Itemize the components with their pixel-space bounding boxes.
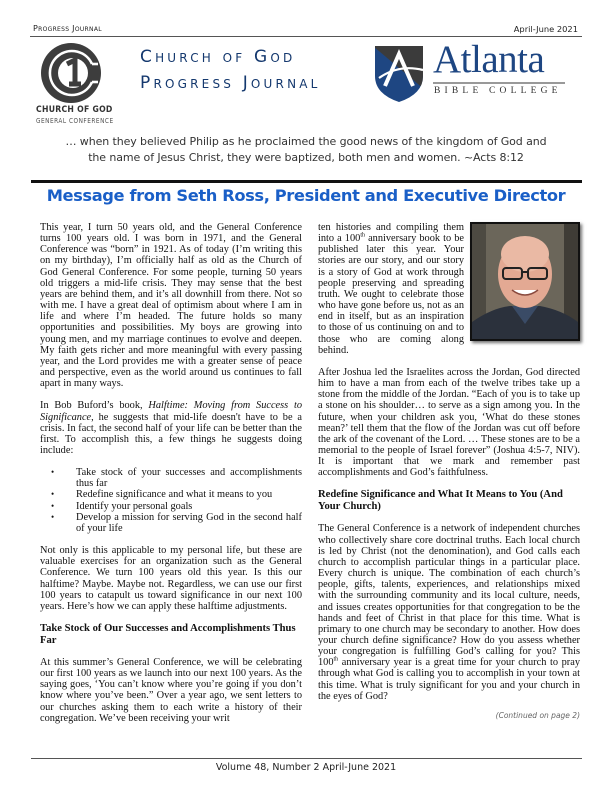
- masthead-title-line1: Church of God: [140, 47, 296, 67]
- suggestions-list: [40, 467, 302, 534]
- paragraph: At this summer’s General Conference, we will be celebrating our first 100 years as we launch into our next 100 years. As the saying goes, ‘You can’t know where you’re going if you don’t know where you’ve been.” Over a year ago, we sent letters to our churches asking them to each write a history of their congregation. We’ve been receiving your writ: [40, 657, 302, 724]
- footer-volume-info: Volume 48, Number 2 April-June 2021: [215, 762, 397, 773]
- section-divider: [31, 180, 582, 183]
- list-item: • Identify your personal goals: [76, 501, 302, 512]
- atlanta-shield-icon: [373, 42, 425, 104]
- paragraph: [318, 523, 580, 702]
- article-column-right: [318, 222, 580, 721]
- list-item: • Develop a mission for serving God in the second half of your life: [76, 512, 302, 534]
- text: anniversary year is a great time for your church to pray through what God is calling you to accomplish in your town at this time. What is truly significant for you and your church in the eyes of God?: [318, 657, 580, 702]
- article-column-left: [40, 222, 302, 735]
- coggc-logo: [36, 42, 114, 134]
- coggc-logo-subtitle: GENERAL CONFERENCE: [36, 117, 114, 125]
- atlanta-subtitle: BIBLE COLLEGE: [434, 86, 562, 96]
- section-heading: Take Stock of Our Successes and Accomplishments Thus Far: [40, 623, 296, 646]
- paragraph: This year, I turn 50 years old, and the General Conference turns 100 years old. I was born in 1971, and the General Conference was “born” in 1921. As of today (I’m writing this on my birthday), I’m officially half as old as the Church of God General Conference. For some people, turning 50 years old triggers a mid-life crisis. They may sense that the best years are behind them, and it’s all downhill from there. Not so with me. I have a great deal of optimism about where I am in life and where I’m headed. The future holds so many opportunities and possibilities. My boys are growing into young men, and my marriage continues to evolve and deepen. My faith gets richer and more meaningful with every passing year, and the Lord provides me with a greater sense of peace and perspective, even as the world around us continues to fall apart in many ways.: [40, 222, 302, 390]
- text: , he suggests that mid-life doesn't have to be a crisis. In fact, the second half of your life can be better than the first. To accomplish this, a few things he suggests doing include:: [40, 411, 302, 456]
- text: anniversary book to be published later this year. Your stories are our story, and our story is a story of God at work through people preserving and spreading truth. We ought to celebrate those who have gone before us, not as an end in itself, but as an inspiration to those of us continuing on and to those who are coming along behind.: [318, 233, 464, 356]
- paragraph: [40, 400, 302, 456]
- epigraph-verse: [30, 134, 582, 166]
- portrait-illustration: [472, 224, 578, 339]
- coggc-circle-one-icon: [40, 42, 102, 104]
- superscript: th: [333, 656, 339, 663]
- epigraph-line2: the name of Jesus Christ, they were baptized, both men and women. ~Acts 8:12: [88, 151, 524, 164]
- coggc-logo-name: CHURCH OF GOD: [36, 105, 113, 115]
- running-header-title: Progress Journal: [33, 24, 102, 33]
- paragraph: Not only is this applicable to my personal life, but these are valuable exercises for an organization such as the General Conference. We turn 100 years old this year. Is this our halftime? Maybe. Maybe not. Regardless, we can use our first 100 years to catapult us toward significance in our next 100 years. Here’s how we can apply these halftime adjustments.: [40, 545, 302, 612]
- text: ten histories and compiling them into a 100: [318, 222, 464, 245]
- paragraph: After Joshua led the Israelites across the Jordan, God directed him to have a man from each of the twelve tribes take up a stone from the middle of the Jordan. “Each of you is to take up a stone on his shoulder… to serve as a sign among you. In the future, when your children ask you, ‘What do these stones mean?’ tell them that the flow of the Jordan was cut off before the ark of the covenant of the Lord. … These stones are to be a memorial to the people of Israel forever” (Joshua 4:5-7, NIV). It is important that we mark and remember past accomplishments and God’s faithfulness.: [318, 366, 580, 479]
- masthead-title: [140, 44, 340, 96]
- logo-divider: [433, 82, 565, 84]
- list-item: • Take stock of your successes and accomplishments thus far: [76, 467, 302, 489]
- epigraph-line1: … when they believed Philip as he proclaimed the good news of the kingdom of God and: [65, 135, 547, 148]
- running-header-date: April-June 2021: [513, 24, 578, 34]
- atlanta-wordmark: Atlanta: [433, 38, 545, 81]
- masthead-title-line2: Progress Journal: [140, 73, 321, 93]
- text: The General Conference is a network of independent churches who collectively share core doctrinal truths. Each local church is led by Christ (not the denomination), and God calls each church to accomplish particular things in a particular place. Every church is unique. The combination of each church’s people, gifts, talents, experiences, and relationships mixed with the surrounding community and its local culture, needs, and issues creates opportunities for that congregation to be the hands and feet of Christ in that place for this time. What is primary to one church may be secondary to another. How does your church define significance? How do you assess whether your congregation is fulfilling God’s calling for you? This 100: [318, 523, 580, 669]
- book-title: Halftime: Moving from Success to Significance: [40, 400, 302, 423]
- list-item: • Redefine significance and what it means to you: [76, 489, 302, 500]
- section-heading: Redefine Significance and What It Means to You (And Your Church): [318, 489, 563, 513]
- atlanta-bible-college-logo: [371, 38, 571, 103]
- continued-on-link[interactable]: (Continued on page 2): [495, 710, 580, 720]
- author-portrait-photo: [470, 222, 580, 341]
- running-header: [30, 24, 582, 37]
- text: In Bob Buford’s book,: [40, 400, 149, 412]
- article-title: Message from Seth Ross, President and Executive Director: [46, 186, 566, 205]
- superscript: th: [360, 232, 365, 239]
- footer-divider: [31, 758, 582, 759]
